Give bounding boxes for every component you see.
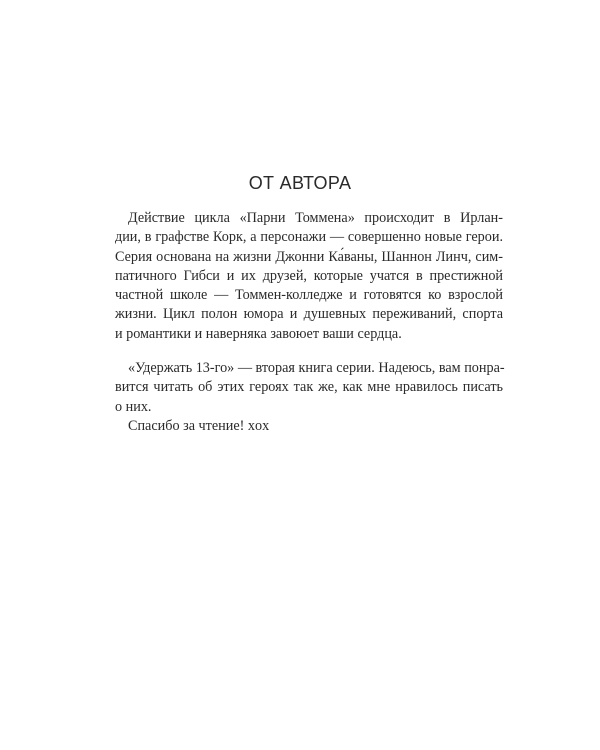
text-line: и романтики и наверняка завоюет ваши сердца. [115, 325, 402, 342]
text-line: о них. [115, 398, 152, 415]
text-line: вится читать об этих героях так же, как мне нравилось писать [115, 379, 503, 396]
paragraph-thanks [115, 417, 503, 436]
paragraph-spacer [115, 344, 503, 359]
text-line: патичного Гибси и их друзей, которые учатся в престижной [115, 267, 503, 284]
paragraph-book-info [115, 359, 503, 417]
paragraph-intro [115, 209, 503, 344]
text-line: Спасибо за чтение! xox [128, 417, 270, 434]
text-line: жизни. Цикл полон юмора и душевных переживаний, спорта [115, 306, 503, 323]
text-line: Серия основана на жизни Джонни Ка́ваны, Шаннон Линч, сим- [115, 248, 503, 265]
page-title: ОТ АВТОРА [248, 173, 352, 193]
text-line: Действие цикла «Парни Томмена» происходит в Ирлан- [128, 210, 503, 226]
text-line: «Удержать 13-го» — вторая книга серии. Надеюсь, вам понра- [128, 360, 505, 377]
text-line: дии, в графстве Корк, а персонажи — совершенно новые герои. [115, 229, 503, 246]
text-line: частной школе — Томмен-колледже и готовятся ко взрослой [115, 287, 503, 304]
author-note-body [115, 209, 503, 436]
